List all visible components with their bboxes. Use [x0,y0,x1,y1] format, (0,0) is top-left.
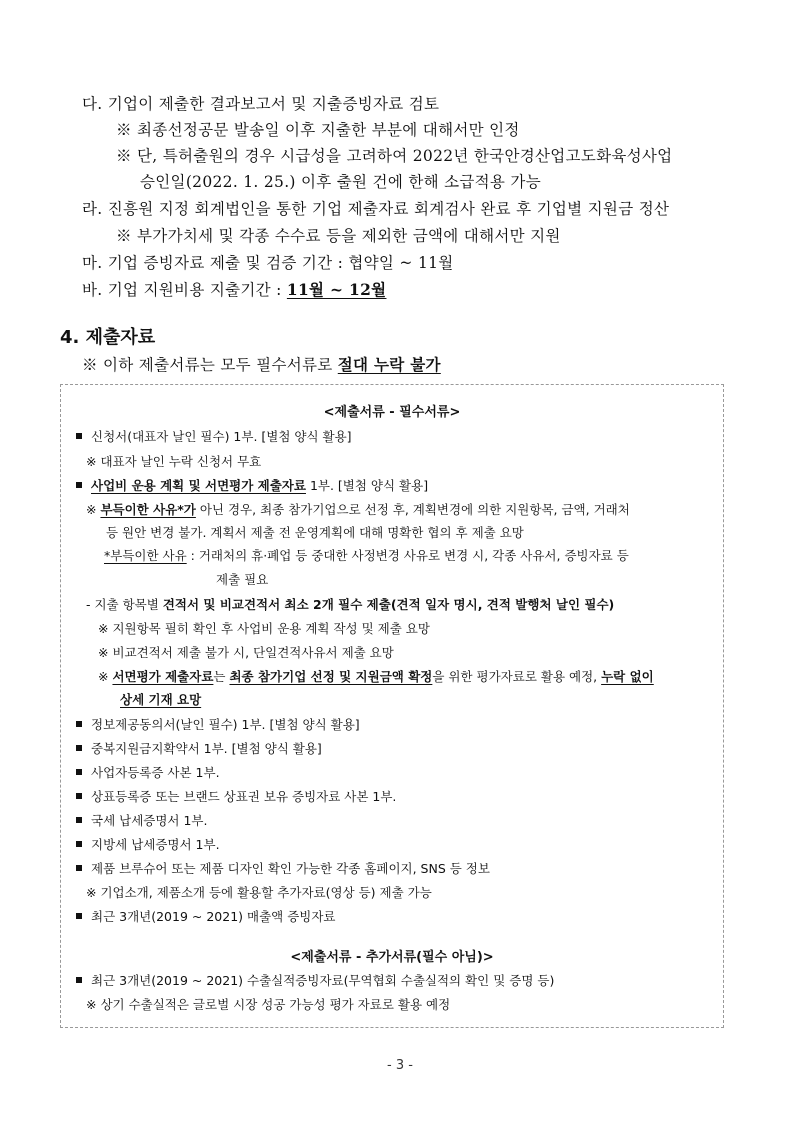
item-da-note2: ※ 단, 특허출원의 경우 시급성을 고려하여 2022년 한국안경산업고도화육성사업 [116,147,673,165]
list-item [76,971,554,989]
item-ra-note: ※ 부가가치세 및 각종 수수료 등을 제외한 금액에 대해서만 지원 [116,227,561,245]
list-item-text: 정보제공동의서(날인 필수) 1부. [별첨 양식 활용] [91,717,360,732]
list-item-text: 국세 납세증명서 1부. [91,813,208,828]
note-emphasis: 누락 없이 [601,669,654,684]
list-item [76,763,220,781]
item-ra: 라. 진흥원 지정 회계법인을 통한 기업 제출자료 회계검사 완료 후 기업별 지원금 정산 [82,200,670,218]
list-item-note [86,500,630,518]
list-item-text: 중복지원금지확약서 1부. [별첨 양식 활용] [91,741,322,756]
dash-emphasis: 견적서 및 비교견적서 최소 2개 필수 제출(견적 일자 명시, 견적 발행처 날인 필수) [162,597,615,612]
note-emphasis: 서면평가 제출자료 [112,669,214,684]
item-ba-label: 바. 기업 지원비용 지출기간 : [82,281,287,299]
list-item-subnote-cont: 상세 기재 요망 [120,692,202,707]
list-item [76,476,428,494]
note-mark: ※ [98,669,113,684]
item-ma: 마. 기업 증빙자료 제출 및 검증 기간 : 협약일 ~ 11월 [82,254,454,272]
list-item-note: ※ 기업소개, 제품소개 등에 활용할 추가자료(영상 등) 제출 가능 [86,885,432,900]
list-item [76,427,352,445]
note-emphasis: *부득이한 사유 [104,548,187,563]
list-item-note: ※ 대표자 날인 누락 신청서 무효 [86,454,262,469]
list-item-note: ※ 상기 수출실적은 글로벌 시장 성공 가능성 평가 자료로 활용 예정 [86,997,451,1012]
bullet-icon [76,433,82,439]
note-text: 는 [213,669,230,684]
note-text: 을 위한 평가자료로 활용 예정, [432,669,602,684]
list-item [76,715,360,733]
list-item-text: 사업자등록증 사본 1부. [91,765,220,780]
note-text: 아닌 경우, 최종 참가기업으로 선정 후, 계획변경에 의한 지원항목, 금액, 거래처 [195,502,630,517]
section-note-text: ※ 이하 제출서류는 모두 필수서류로 [82,356,338,374]
list-item-subnote: ※ 지원항목 필히 확인 후 사업비 운용 계획 작성 및 제출 요망 [98,621,430,636]
list-item-subnote [98,667,654,685]
note-emphasis: 최종 참가기업 선정 및 지원금액 확정 [229,669,433,684]
item-da-note1: ※ 최종선정공문 발송일 이후 지출한 부분에 대해서만 인정 [116,121,520,139]
list-item-note-cont: 제출 필요 [216,572,269,587]
list-item-text: 신청서(대표자 날인 필수) 1부. [별첨 양식 활용] [91,429,352,444]
list-item-text: 상표등록증 또는 브랜드 상표권 보유 증빙자료 사본 1부. [91,789,397,804]
additional-header: <제출서류 - 추가서류(필수 아님)> [290,950,494,965]
bullet-icon [76,482,82,488]
section-note [82,353,441,375]
item-da: 다. 기업이 제출한 결과보고서 및 지출증빙자료 검토 [82,95,440,113]
list-item-dash [86,595,614,613]
note-mark: ※ [86,502,101,517]
list-item [76,859,490,877]
bullet-icon [76,865,82,871]
bullet-icon [76,745,82,751]
list-item-note-cont: 등 원안 변경 불가. 계획서 제출 전 운영계획에 대해 명확한 협의 후 제출 요망 [106,525,524,540]
list-item-note [104,546,629,564]
bullet-icon [76,769,82,775]
list-item [76,907,336,925]
bullet-icon [76,793,82,799]
list-item-text: 최근 3개년(2019 ~ 2021) 수출실적증빙자료(무역협회 수출실적의 확인 및 증명 등) [91,973,555,988]
list-item-emphasis: 사업비 운용 계획 및 서면평가 제출자료 [91,478,306,493]
list-item-text: 최근 3개년(2019 ~ 2021) 매출액 증빙자료 [91,909,336,924]
bullet-icon [76,721,82,727]
list-item [76,835,220,853]
list-item [76,811,207,829]
list-item-text: 지방세 납세증명서 1부. [91,837,220,852]
item-da-note2-cont: 승인일(2022. 1. 25.) 이후 출원 건에 한해 소급적용 가능 [140,173,541,191]
page-number: - 3 - [387,1058,413,1073]
item-ba-period: 11월 ~ 12월 [286,280,387,299]
dash-text: - 지출 항목별 [86,597,163,612]
item-ba [82,278,386,300]
section-title: 4. 제출자료 [60,327,156,348]
bullet-icon [76,817,82,823]
list-item-subnote: ※ 비교견적서 제출 불가 시, 단일견적사유서 제출 요망 [98,645,394,660]
list-item-text: 1부. [별첨 양식 활용] [305,478,429,493]
list-item [76,787,396,805]
note-text: : 거래처의 휴·폐업 등 중대한 사정변경 사유로 변경 시, 각종 사유서, 증빙자료 등 [186,548,629,563]
bullet-icon [76,841,82,847]
note-emphasis: 부득이한 사유*가 [100,502,196,517]
list-item-text: 제품 브루슈어 또는 제품 디자인 확인 가능한 각종 홈페이지, SNS 등 정보 [91,861,490,876]
required-header: <제출서류 - 필수서류> [323,405,461,420]
section-note-emphasis: 절대 누락 불가 [337,355,441,374]
list-item [76,739,322,757]
bullet-icon [76,913,82,919]
bullet-icon [76,977,82,983]
